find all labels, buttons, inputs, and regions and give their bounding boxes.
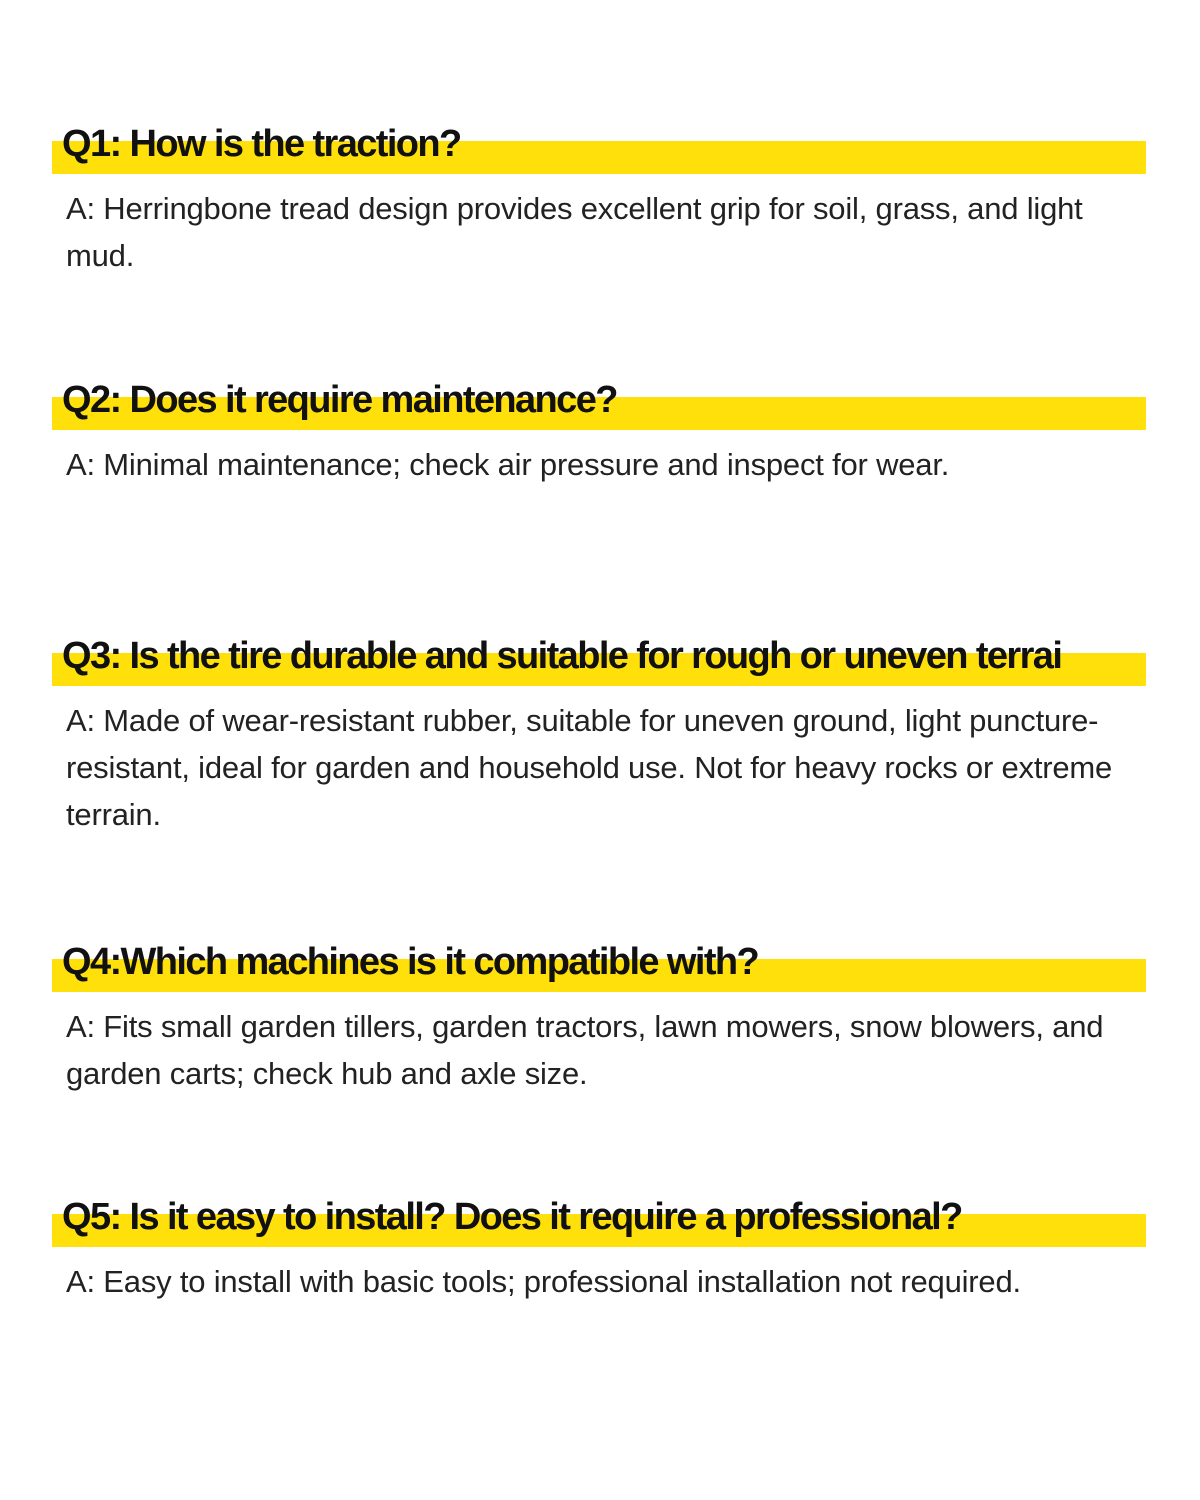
answer-text: A: Made of wear-resistant rubber, suitable for uneven ground, light puncture-resistant, ideal for garden and household use. Not for heavy rocks or extreme terrain. xyxy=(66,703,1113,832)
question-heading xyxy=(0,1192,1200,1252)
question-text: Q3: Is the tire durable and suitable for rough or uneven terrai xyxy=(62,635,1062,677)
question-heading xyxy=(0,937,1200,997)
answer-text: A: Herringbone tread design provides excellent grip for soil, grass, and light mud. xyxy=(66,191,1083,273)
answer-text: A: Easy to install with basic tools; professional installation not required. xyxy=(66,1264,1021,1299)
question-text: Q4:Which machines is it compatible with? xyxy=(62,941,759,983)
answer-text: A: Fits small garden tillers, garden tractors, lawn mowers, snow blowers, and garden carts; check hub and axle size. xyxy=(66,1009,1104,1091)
question-heading xyxy=(0,631,1200,691)
answer-text: A: Minimal maintenance; check air pressure and inspect for wear. xyxy=(66,447,950,482)
question-text: Q2: Does it require maintenance? xyxy=(62,379,617,421)
question-heading xyxy=(0,375,1200,435)
question-heading xyxy=(0,119,1200,179)
question-text: Q5: Is it easy to install? Does it require a professional? xyxy=(62,1196,962,1238)
question-text: Q1: How is the traction? xyxy=(62,123,461,165)
